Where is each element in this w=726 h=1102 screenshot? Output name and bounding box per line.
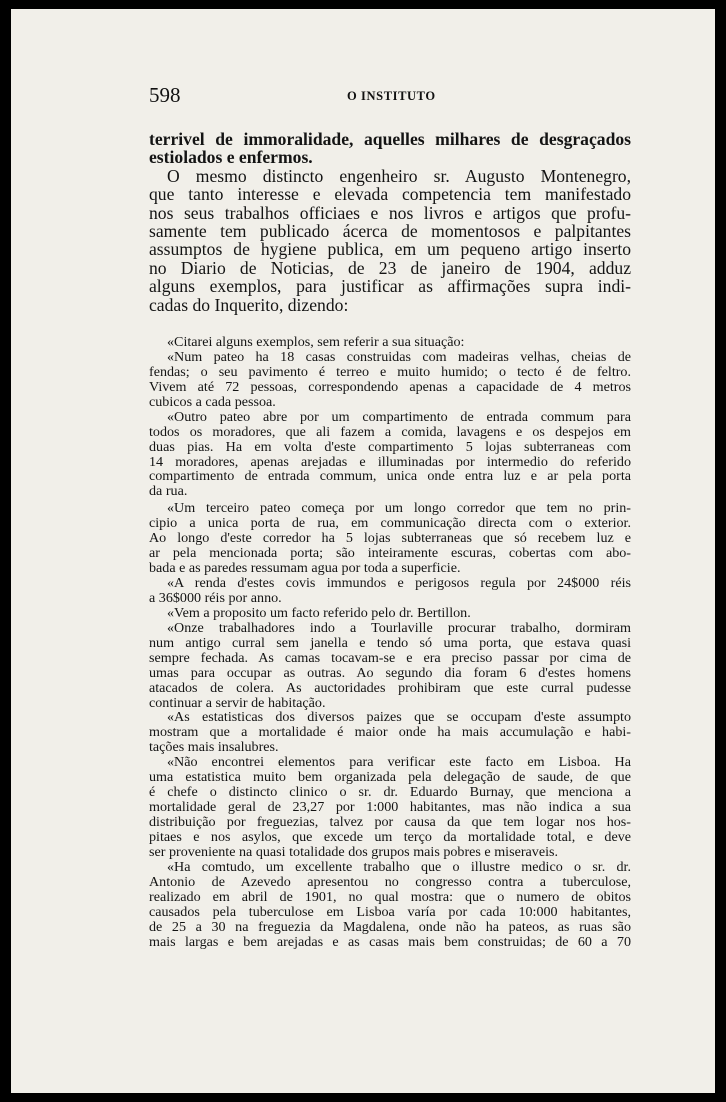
page-number: 598 bbox=[149, 83, 181, 107]
text-line: estiolados e enfermos. bbox=[149, 147, 313, 168]
quoted-passage bbox=[149, 335, 631, 949]
quote-line: mais largas e bem arejadas e as casas mais bem construidas; de 60 a 70 bbox=[149, 933, 631, 950]
text-line: samente tem publicado ácerca de momentosos e palpitantes bbox=[149, 220, 631, 241]
quote-line: distribuição por freguezias, talvez por causa da que tem logar nos hos- bbox=[149, 814, 631, 830]
quote-line: realizado em abril de 1901, no qual mostra: que o numero de obitos bbox=[149, 888, 631, 905]
book-page bbox=[11, 9, 715, 1093]
quote-line: «Vem a proposito um facto referido pelo dr. Bertillon. bbox=[167, 604, 471, 621]
running-head: O INSTITUTO bbox=[347, 89, 436, 103]
quote-line: num antigo curral sem janella e tendo só uma porta, que estava quasi bbox=[149, 634, 631, 651]
text-line: cadas do Inquerito, dizendo: bbox=[149, 294, 349, 315]
quote-line: Ao longo d'este corredor ha 5 lojas subterraneas que só recebem luz e bbox=[149, 530, 631, 547]
quote-line: «Citarei alguns exemplos, sem referir a sua situação: bbox=[167, 334, 465, 350]
text-line: no Diario de Noticias, de 23 de janeiro de 1904, adduz bbox=[149, 257, 631, 278]
quote-line: todos os moradores, que ali fazem a comida, lavagens e os despejos em bbox=[149, 423, 631, 440]
quote-line: de 25 a 30 na freguezia da Magdalena, onde não ha pateos, as ruas são bbox=[149, 918, 631, 935]
page-header bbox=[149, 83, 629, 107]
text-line: O mesmo distincto engenheiro sr. Augusto Montenegro, bbox=[167, 165, 631, 186]
quote-line: «Num pateo ha 18 casas construidas com madeiras velhas, cheias de bbox=[167, 348, 631, 365]
quote-line: cipio a unica porta de rua, em communicação directa com o exterior. bbox=[149, 515, 631, 532]
quote-line: tações mais insalubres. bbox=[149, 739, 279, 756]
quote-line: «Ha comtudo, um excellente trabalho que o illustre medico o sr. dr. bbox=[167, 858, 631, 875]
quote-line: Vivem até 72 pessoas, correspondendo apenas a capacidade de 4 metros bbox=[149, 378, 631, 395]
quote-line: «Não encontrei elementos para verificar este facto em Lisboa. Ha bbox=[167, 754, 631, 771]
text-line: assumptos de hygiene publica, em um pequeno artigo inserto bbox=[149, 239, 631, 260]
quote-line: fendas; o seu pavimento é terreo e muito humido; o tecto é de feltro. bbox=[149, 363, 631, 380]
quote-line: «Outro pateo abre por um compartimento de entrada commum para bbox=[167, 408, 631, 425]
quote-line: uma estatistica muito bem organizada pela delegação de saude, de que bbox=[149, 769, 631, 786]
quote-line: ar pela mencionada porta; são inteiramente escuras, cobertas com abo- bbox=[149, 545, 631, 562]
quote-line: compartimento de entrada commum, unica onde entra luz e ar pela porta bbox=[149, 468, 631, 485]
quote-line: «A renda d'estes covis immundos e perigosos regula por 24$000 réis bbox=[167, 575, 631, 591]
text-line: que tanto interesse e elevada competencia tem manifestado bbox=[149, 184, 631, 205]
quote-line: «Onze trabalhadores indo a Tourlaville procurar trabalho, dormiram bbox=[167, 619, 631, 636]
quote-line: é chefe o distincto clinico o sr. dr. Eduardo Burnay, que menciona a bbox=[149, 784, 631, 801]
quote-line: bada e as paredes ressumam agua por toda a superficie. bbox=[149, 560, 461, 577]
quote-line: mortalidade geral de 23,27 por 1:000 habitantes, mas não indica a sua bbox=[149, 799, 631, 816]
quote-line: cubicos a cada pessoa. bbox=[149, 393, 276, 410]
text-line: terrivel de immoralidade, aquelles milhares de desgraçados bbox=[149, 129, 631, 149]
quote-line: causados pela tuberculose em Lisboa varía por cada 10:000 habitantes, bbox=[149, 903, 631, 920]
quote-line: duas pias. Ha em volta d'este compartimento 5 lojas subterraneas com bbox=[149, 438, 631, 455]
quote-line: Antonio de Azevedo apresentou no congresso contra a tuberculose, bbox=[149, 873, 631, 890]
main-paragraphs bbox=[149, 130, 631, 314]
text-line: nos seus trabalhos officiaes e nos livros e artigos que profu- bbox=[149, 202, 631, 223]
quote-line: «As estatisticas dos diversos paizes que se occupam d'este assumpto bbox=[167, 709, 631, 726]
quote-line: umas para occupar as outras. Ao segundo dia foram 6 d'estes homens bbox=[149, 664, 631, 681]
quote-line: mostram que a mortalidade é maior onde ha mais accumulação e habi- bbox=[149, 724, 631, 741]
text-line: alguns exemplos, para justificar as affirmações supra indi- bbox=[149, 276, 631, 297]
quote-line: 14 moradores, apenas arejadas e illuminadas por intermedio do referido bbox=[149, 453, 631, 470]
quote-line: atacados de colera. As auctoridades prohibiram que este curral pudesse bbox=[149, 679, 631, 696]
quote-line: da rua. bbox=[149, 483, 188, 500]
quote-line: a 36$000 réis por anno. bbox=[149, 589, 282, 606]
quote-line: sempre fechada. As camas tocavam-se e era preciso passar por cima de bbox=[149, 649, 631, 666]
quote-line: pitaes e nos asylos, que excede um terço da mortalidade total, e deve bbox=[149, 828, 631, 845]
quote-line: ser proveniente na quasi totalidade dos grupos mais pobres e miseraveis. bbox=[149, 843, 559, 860]
quote-line: «Um terceiro pateo começa por um longo corredor que tem no prin- bbox=[167, 500, 631, 517]
quote-line: continuar a servir de habitação. bbox=[149, 694, 326, 711]
